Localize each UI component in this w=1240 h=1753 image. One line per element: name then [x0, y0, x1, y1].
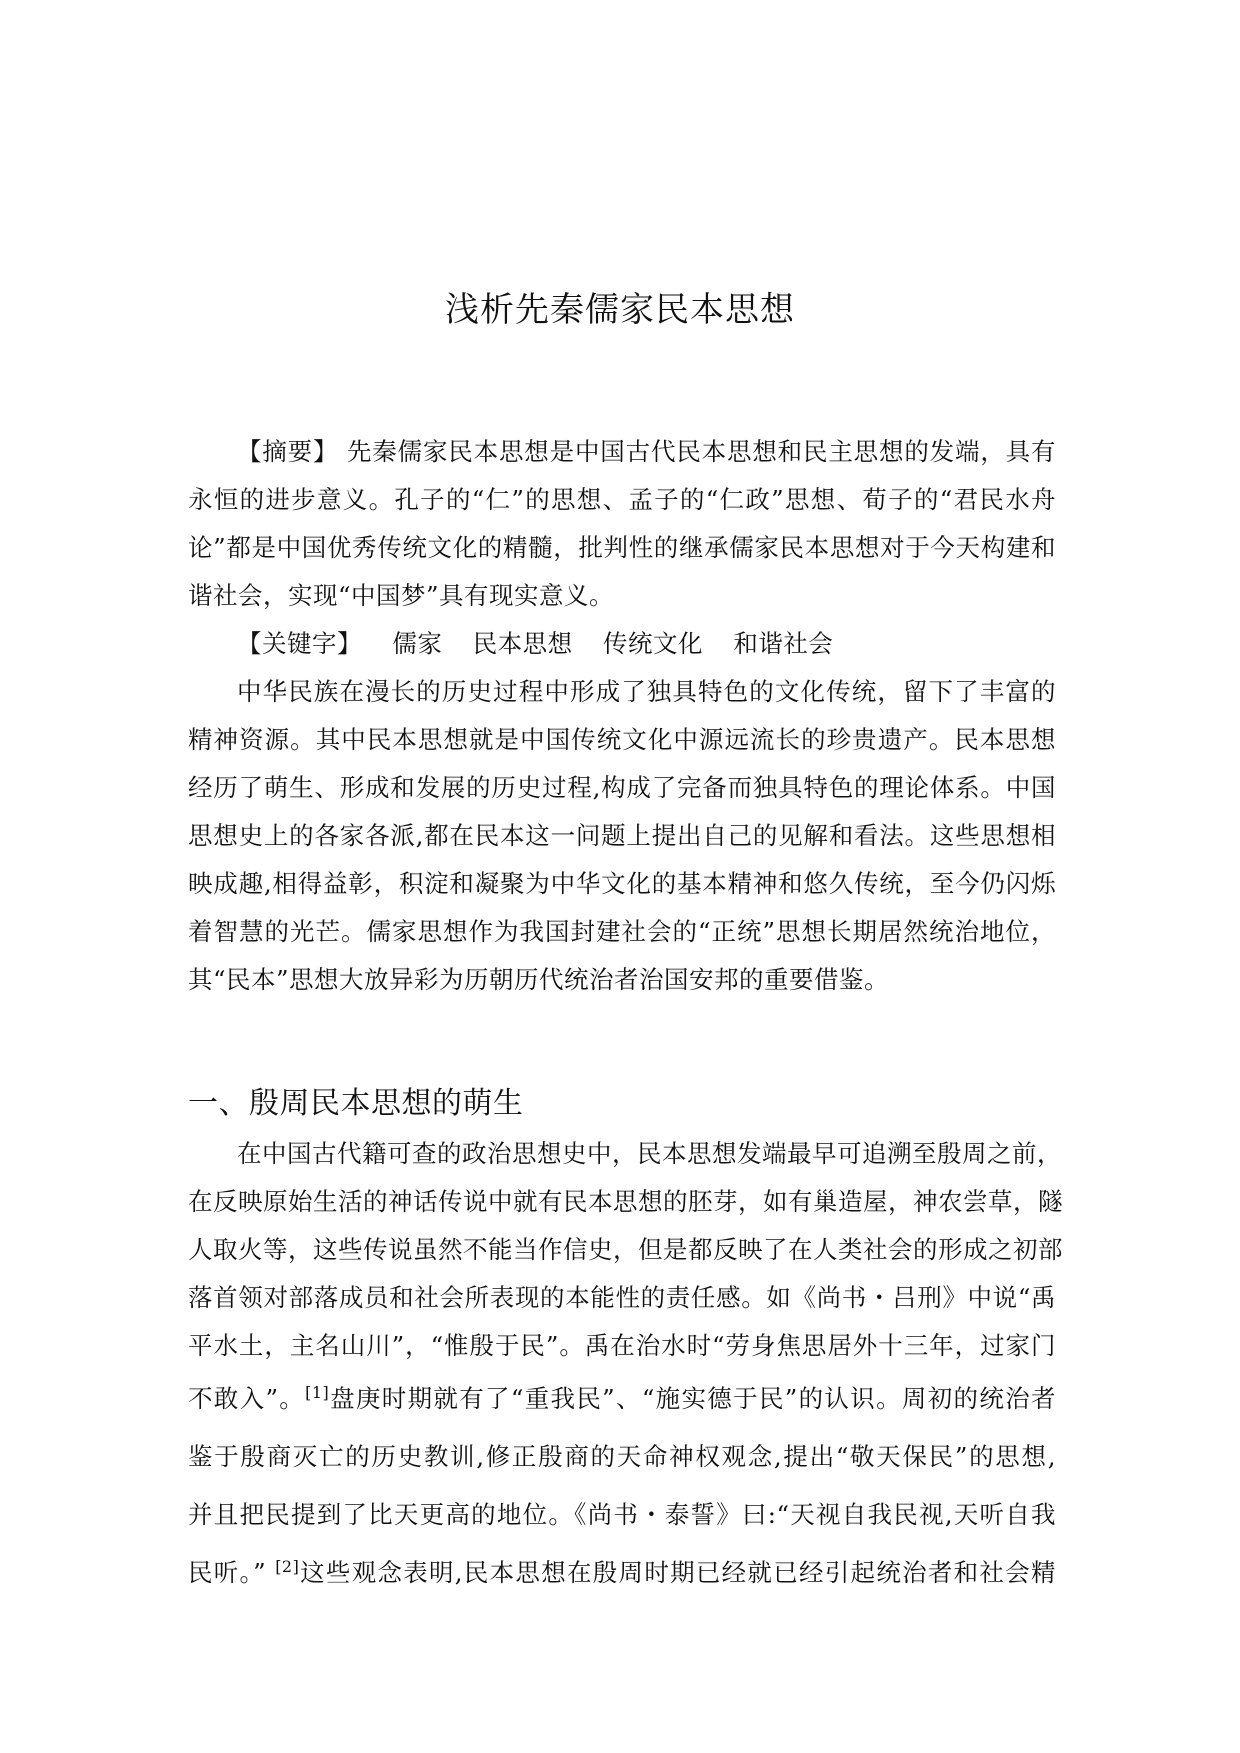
- abstract-text: 先秦儒家民本思想是中国古代民本思想和民主思想的发端，具有永恒的进步意义。孔子的“仁”的思想、孟子的“仁政”思想、荀子的“君民水舟论”都是中国优秀传统文化的精髓，批判性的继承儒家民本思想对于今天构建和谐社会，实现“中国梦”具有现实意义。: [188, 437, 1056, 610]
- footnote-ref: [2]: [275, 1556, 300, 1576]
- section-heading: 一、殷周民本思想的萌生: [188, 1086, 524, 1121]
- abstract-label: 【摘要】: [237, 437, 339, 466]
- body-line: 鉴于殷商灭亡的历史教训,修正殷商的天命神权观念,提出“敬天保民”的思想,: [188, 1442, 1056, 1471]
- body-line: 在中国古代籍可查的政治思想史中，民本思想发端最早可追溯至殷周之前，: [237, 1139, 1062, 1168]
- body-text: 民听。”: [188, 1558, 276, 1587]
- body-line-with-footnote: [188, 1544, 1056, 1602]
- body-line-with-footnote: [188, 1370, 1056, 1428]
- section-body: [188, 1130, 1063, 1602]
- body-line: 并且把民提到了比天更高的地位。《尚书・泰誓》曰:“天视自我民视,天听自我: [188, 1500, 1056, 1529]
- keyword-item: 民本思想: [472, 629, 573, 658]
- abstract-paragraph: [188, 428, 1056, 620]
- keyword-item: 和谐社会: [733, 629, 834, 658]
- intro-text: 中华民族在漫长的历史过程中形成了独具特色的文化传统，留下了丰富的精神资源。其中民本思想就是中国传统文化中源远流长的珍贵遗产。民本思想经历了萌生、形成和发展的历史过程,构成了完备而独具特色的理论体系。中国思想史上的各家各派,都在民本这一问题上提出自己的见解和看法。这些思想相映成趣,相得益彰，积淀和凝聚为中华文化的基本精神和悠久传统，至今仍闪烁着智慧的光芒。儒家思想作为我国封建社会的“正统”思想长期居然统治地位，其“民本”思想大放异彩为历朝历代统治者治国安邦的重要借鉴。: [188, 677, 1056, 994]
- keywords-paragraph: [188, 620, 1056, 668]
- footnote-ref: [1]: [305, 1382, 330, 1402]
- body-text: 盘庚时期就有了“重我民”、“施实德于民”的认识。周初的统治者: [329, 1384, 1056, 1413]
- intro-paragraph: [188, 668, 1056, 1004]
- keywords-label: 【关键字】: [237, 629, 362, 658]
- body-line: 平水土，主名山川”，“惟殷于民”。禹在治水时“劳身焦思居外十三年，过家门: [188, 1331, 1056, 1360]
- body-line: 人取火等，这些传说虽然不能当作信史，但是都反映了在人类社会的形成之初部: [188, 1235, 1063, 1264]
- document-title: 浅析先秦儒家民本思想: [445, 290, 795, 330]
- body-text: 不敢入”。: [188, 1384, 306, 1413]
- body-line: 落首领对部落成员和社会所表现的本能性的责任感。如《尚书・吕刑》中说“禹: [188, 1283, 1056, 1312]
- body-text: 这些观念表明,民本思想在殷周时期已经就已经引起统治者和社会精: [299, 1558, 1056, 1587]
- body-line: 在反映原始生活的神话传说中就有民本思想的胚芽，如有巢造屋，神农尝草，隧: [188, 1187, 1063, 1216]
- keyword-item: 儒家: [392, 629, 443, 658]
- keyword-item: 传统文化: [603, 629, 704, 658]
